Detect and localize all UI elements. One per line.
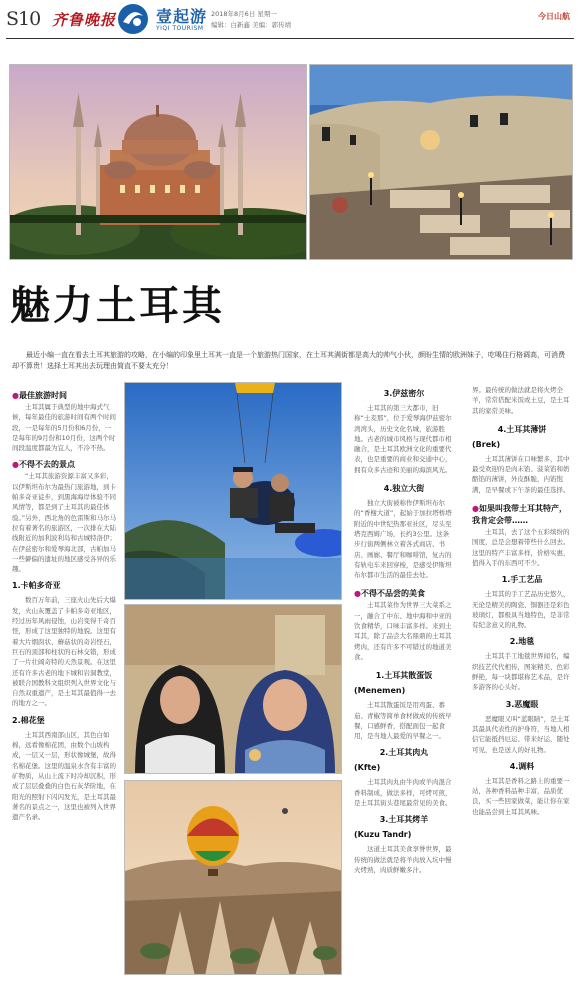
paragraph: 土耳其的第三大都市，旧称“士麦那”，位于爱琴海伊兹密尔湾湾头，历史文化名城，旅游胜地。古老的城市风格与现代都市相融合，是土耳其欧洲文化的重要代表，也是重要的商业和交通中心，拥有众多古迹和美丽的海滨风光。 (354, 404, 452, 474)
edition-label: 今日山航 (538, 12, 570, 21)
paragraph: 土耳其属于典型的地中海式气候，每年最佳的旅游时间有两个时间段，一是每年的5月份和6月份，一是每年的9月份和10月份，这两个时间段温度都最为宜人，不冷不热。 (12, 403, 116, 453)
page-header (0, 0, 580, 38)
page-number: S10 (6, 8, 41, 30)
heading-souvenirs: 如果叫我带土耳其特产，我肯定会带…… (472, 504, 567, 526)
paragliding-photo (124, 382, 342, 600)
heading-borek-en: (Brek) (472, 439, 501, 449)
section-heading (354, 588, 454, 600)
paragraph: 界。最传统的做法就是将火烤全羊，常常搭配米饭或土豆，是土耳其的家常美味。 (472, 386, 570, 415)
brand-logo-icon (115, 2, 151, 36)
heading-kuzu: 3.土耳其烤羊 (379, 815, 429, 825)
brand-name-en: YIQI TOURISM (156, 25, 204, 32)
cave-hotel-photo (309, 64, 573, 260)
mosque-photo (9, 64, 307, 260)
heading-menemen-en: (Menemen) (354, 686, 406, 696)
paragraph: 土耳其西南部山区，其色白如棉，远看像棉花团，由数个山坡构成，一层又一层，形状像城堡，故得名棉花堡。这里的温泉水含有丰富的矿物质，从山上流下时冷却沉积，形成了层层叠叠的白色石灰华阶地，在阳光的照射下闪闪发光，是土耳其最著名的景点之一，这里也被列入世界遗产名录。 (12, 730, 116, 822)
heading-kofte: 2.土耳其肉丸 (379, 748, 429, 758)
newspaper-name: 齐鲁晚报 (52, 11, 117, 29)
editor-credits: 编辑：白新鑫 美编：郭传靖 (211, 21, 292, 29)
paragraph: 土耳其是香料之路上的重要一站，各种香料品种丰富，品质优良，买一些回家做菜，能让你在家也能品尝到土耳其风味。 (472, 776, 570, 816)
women-portrait-photo (124, 604, 342, 774)
heading-food: 不得不品尝的美食 (360, 589, 425, 599)
paragraph: 土耳其菜作为世界三大菜系之一，融合了中东、地中海和中亚的饮食精华，口味丰富多样。来到土耳其，除了品尝大名鼎鼎的土耳其烤肉，还有许多不可错过的地道美食。 (354, 601, 452, 661)
heading-spices: 4.调料 (509, 761, 535, 771)
heading-menemen: 1.土耳其散蛋饭 (375, 671, 433, 681)
paragraph: 土耳其散蛋饭是用鸡蛋、番茄、青椒等简单食材做成的传统早餐，口感鲜香，搭配面包一起食用，是当地人最爱的早餐之一。 (354, 701, 452, 741)
hot-air-balloon-photo (124, 780, 342, 975)
bullet-icon: ● (472, 504, 479, 514)
column-3 (354, 385, 454, 875)
brand-name: 壹起游 (156, 7, 208, 26)
article-title: 魅力土耳其 (10, 282, 225, 329)
paragraph: 土耳其手工地毯世界闻名，编织技艺代代相传，图案精美、色彩鲜艳，每一块都堪称艺术品，是许多游客的心头好。 (472, 652, 570, 692)
heading-handicrafts: 1.手工艺品 (501, 575, 543, 585)
column-1 (12, 390, 117, 822)
paragraph: 土耳其肉丸由牛肉或羊肉混合香料制成，做法多样，可烤可煎，是土耳其街头巷尾最常见的美食。 (354, 778, 452, 808)
paragraph: 恶魔眼又叫“蓝眼睛”，是土耳其最具代表性的护身符，当地人相信它能抵挡厄运、带来好运，随处可见，也是送人的好礼物。 (472, 714, 570, 754)
paragraph: “土耳其旅游资源丰富又多彩，以伊斯坦布尔为最热门旅游地，到卡帕多奇亚徒步，到黑海海岸体验不同风情等，都是到了土耳其的最佳体验。”另外，西北角的色雷斯和马尔马拉有着著名的旅游区，一次排在大陆线附近的加利波利岛和古城特洛伊；在伊兹密尔和爱琴海北部，古帕加马一些僻偏的遗址的地区感受各异的乐趣。 (12, 472, 117, 574)
heading-must-see: 不得不去的景点 (18, 460, 75, 470)
heading-carpet: 2.地毯 (509, 637, 535, 647)
section-heading (12, 459, 117, 471)
bullet-icon: ● (354, 589, 361, 599)
bullet-icon: ● (12, 460, 19, 470)
heading-best-time: 最佳旅游时间 (18, 391, 67, 400)
paragraph: 这道土耳其美食享誉世界，最传统的做法就是将羊肉放入坑中慢火烤熟，肉质鲜嫩多汁。 (354, 845, 452, 874)
heading-kofte-en: (Kfte) (354, 763, 381, 773)
heading-istiklal-street: 4.独立大街 (383, 484, 425, 494)
paragraph: 土耳其的手工艺品历史悠久，无论是精美的陶瓷、铜器还是彩色玻璃灯，都极具当地特色，是非常有纪念意义的礼物。 (472, 590, 570, 630)
column-4 (472, 385, 572, 817)
paragraph: 独立大街被称作伊斯坦布尔的“香榭大道”，起始于加拉塔桥塔附近的中世纪热那亚社区，尽头至塔克西姆广场，长约3公里。这条步行街两侧林立着各式商店、书店、画廊、餐厅和咖啡馆，复古的有轨电车来回穿梭，是感受伊斯坦布尔都市生活的最佳去处。 (354, 499, 452, 580)
paragraph: 土耳其，去了这个五彩缤纷的国度，总是会想着带些什么回去。这里的特产丰富多样，价格实惠，值得入手的东西可不少。 (472, 528, 570, 567)
heading-kuzu-en: (Kuzu Tandr) (354, 830, 412, 840)
issue-date: 2018年8月6日 星期一 (211, 10, 277, 18)
bullet-icon: ● (12, 391, 19, 400)
article-lead: 最近小编一直在看去土耳其旅游的攻略，在小编的印象里土耳其一直是一个旅游热门国家，在土耳其满街都是高大的帅气小伙，颜盼生情的欧洲妹子，吃喝住行格调高，可消费却不算贵！选择土耳其出去玩理由简直不要太充分！ (12, 351, 565, 370)
section-heading (12, 390, 117, 402)
paragraph: 数百万年前，三座火山先后大爆发，火山灰覆盖了卡帕多奇亚地区，经过历年风雨侵蚀，山岩变得千奇百怪，形成了这里独特的地貌。这里有着大片烟囱状、蘑菇状的奇岩怪石，巨石的顶部和柱状的石林交错，形成了一片壮阔奇特的天然景观。在这里还有许多古老的地下城和岩洞教堂，被联合国教科文组织列入世界文化与自然双重遗产，是土耳其最值得一去的地方之一。 (12, 596, 116, 708)
heading-evil-eye: 3.恶魔眼 (505, 699, 539, 709)
paragraph: 土耳其薄饼在口味繁多，其中最受欢迎的是肉末馅、菠菜馅和奶酪馅的薄饼，外皮酥脆，内馅饱满，是早餐或下午茶的最佳选择。 (472, 454, 570, 494)
heading-izmir: 3.伊兹密尔 (383, 389, 425, 398)
heading-pamukkale: 2.棉花堡 (12, 715, 45, 725)
heading-cappadocia: 1.卡帕多奇亚 (12, 581, 61, 591)
section-heading (472, 503, 572, 527)
header-rule (6, 38, 574, 39)
heading-borek: 4.土耳其薄饼 (497, 424, 547, 434)
